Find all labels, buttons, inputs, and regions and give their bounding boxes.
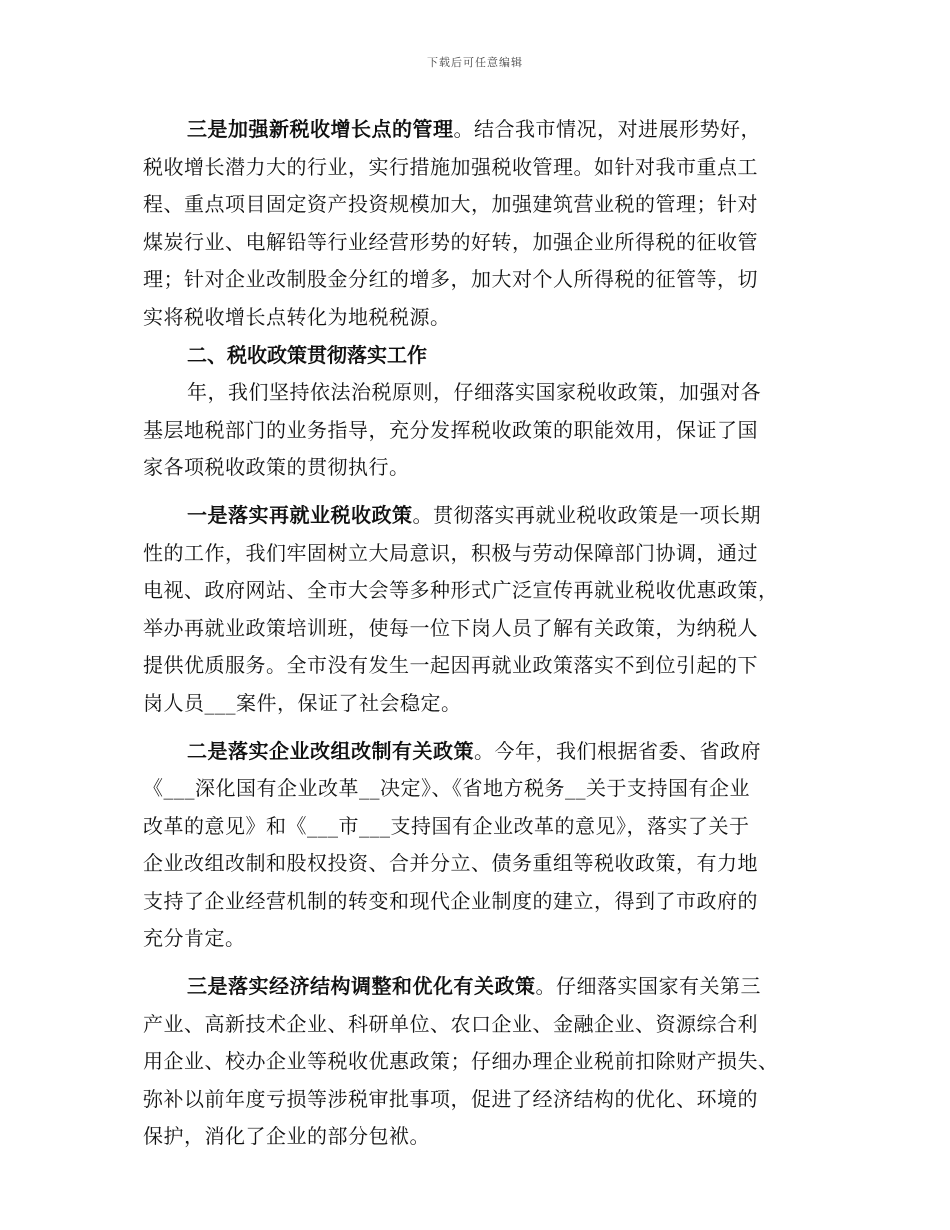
paragraph-line: 二是落实企业改组改制有关政策。今年，我们根据省委、省政府 — [187, 738, 761, 763]
paragraph-line: 企业改组改制和股权投资、合并分立、债务重组等税收政策，有力地 — [143, 851, 758, 876]
paragraph-line: 充分肯定。 — [143, 926, 246, 951]
paragraph-line: 基层地税部门的业务指导，充分发挥税收政策的职能效用，保证了国 — [143, 417, 758, 442]
paragraph-line: 举办再就业政策培训班，使每一位下岗人员了解有关政策，为纳税人 — [143, 615, 758, 640]
paragraph-line: 煤炭行业、电解铅等行业经营形势的好转，加强企业所得税的征收管 — [143, 229, 758, 254]
paragraph-line: 性的工作，我们牢固树立大局意识，积极与劳动保障部门协调，通过 — [143, 540, 758, 565]
paragraph-lead: 三是落实经济结构调整和优化有关政策 — [187, 974, 536, 999]
paragraph-line: 《___深化国有企业改革__决定》、《省地方税务__关于支持国有企业 — [143, 776, 750, 801]
paragraph-line: 支持了企业经营机制的转变和现代企业制度的建立，得到了市政府的 — [143, 888, 758, 913]
paragraph-line: 产业、高新技术企业、科研单位、农口企业、金融企业、资源综合利 — [143, 1011, 758, 1036]
paragraph-economic-structure — [143, 968, 813, 1156]
paragraph-line: 实将税收增长点转化为地税税源。 — [143, 304, 451, 329]
document-body — [143, 111, 813, 1156]
paragraph-enterprise-restructuring — [143, 733, 813, 959]
paragraph-line: 年，我们坚持依法治税原则，仔细落实国家税收政策，加强对各 — [187, 380, 761, 405]
paragraph-line: 改革的意见》和《___市___支持国有企业改革的意见》，落实了关于 — [143, 813, 750, 838]
paragraph-lead: 二是落实企业改组改制有关政策 — [187, 738, 474, 763]
paragraph-line: 保护，消化了企业的部分包袱。 — [143, 1124, 430, 1149]
paragraph-tax-policy-intro — [143, 374, 813, 487]
paragraph-line: 程、重点项目固定资产投资规模加大，加强建筑营业税的管理；针对 — [143, 192, 758, 217]
paragraph-line: 家各项税收政策的贯彻执行。 — [143, 455, 410, 480]
paragraph-line: 三是加强新税收增长点的管理。结合我市情况，对进展形势好， — [187, 117, 761, 141]
paragraph-line: 一是落实再就业税收政策。贯彻落实再就业税收政策是一项长期 — [187, 502, 761, 527]
paragraph-lead: 一是落实再就业税收政策 — [187, 502, 413, 527]
paragraph-line: 三是落实经济结构调整和优化有关政策。仔细落实国家有关第三 — [187, 974, 761, 999]
paragraph-line: 税收增长潜力大的行业，实行措施加强税收管理。如针对我市重点工 — [143, 154, 758, 179]
paragraph-lead: 三是加强新税收增长点的管理 — [187, 117, 454, 141]
paragraph-new-tax-growth — [143, 111, 813, 337]
paragraph-reemployment-policy — [143, 497, 813, 723]
paragraph-line: 用企业、校办企业等税收优惠政策；仔细办理企业税前扣除财产损失、 — [143, 1049, 779, 1074]
paragraph-line: 提供优质服务。全市没有发生一起因再就业政策落实不到位引起的下 — [143, 653, 758, 678]
page-header: 下载后可任意编辑 — [427, 56, 523, 69]
section-heading: 二、税收政策贯彻落实工作 — [187, 342, 427, 367]
paragraph-line: 弥补以前年度亏损等涉税审批事项，促进了经济结构的优化、环境的 — [143, 1086, 758, 1111]
paragraph-line: 理；针对企业改制股金分红的增多，加大对个人所得税的征管等，切 — [143, 267, 758, 292]
paragraph-line: 电视、政府网站、全市大会等多种形式广泛宣传再就业税收优惠政策， — [143, 578, 779, 603]
paragraph-line: 岗人员___案件，保证了社会稳定。 — [143, 690, 462, 715]
